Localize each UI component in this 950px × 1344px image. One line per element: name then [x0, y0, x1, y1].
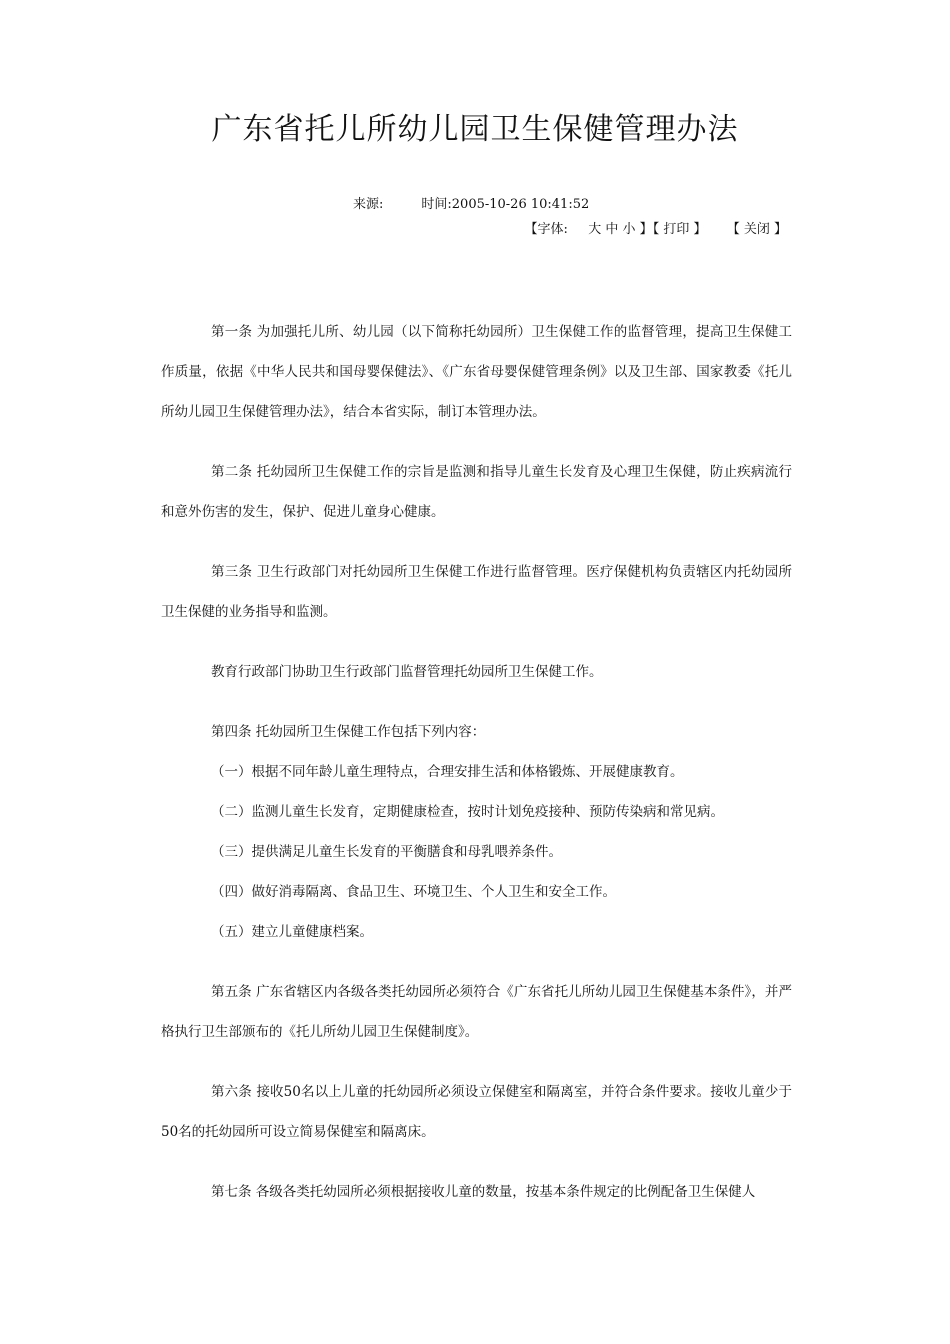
list-item: （四）做好消毒隔离、食品卫生、环境卫生、个人卫生和安全工作。	[211, 884, 616, 900]
article-toolbar	[525, 220, 787, 240]
list-item: （三）提供满足儿童生长发育的平衡膳食和母乳喂养条件。	[211, 844, 562, 860]
article-paragraph: 第六条 接收50名以上儿童的托幼园所必须设立保健室和隔离室，并符合条件要求。接收儿童少于50名的托幼园所可设立简易保健室和隔离床。	[161, 1084, 792, 1140]
font-small-link[interactable]: 小	[622, 222, 636, 237]
article-meta	[353, 195, 589, 215]
font-size-bracket: 】	[639, 222, 653, 237]
article-paragraph: 第三条 卫生行政部门对托幼园所卫生保健工作进行监督管理。医疗保健机构负责辖区内托幼园所卫生保健的业务指导和监测。	[161, 564, 792, 620]
print-link[interactable]: 【 打印 】	[652, 222, 707, 237]
source-label: 来源:	[353, 197, 384, 212]
list-item: （二）监测儿童生长发育，定期健康检查，按时计划免疫接种、预防传染病和常见病。	[211, 804, 724, 820]
article-paragraph: 第一条 为加强托儿所、幼儿园（以下简称托幼园所）卫生保健工作的监督管理，提高卫生保健工作质量，依据《中华人民共和国母婴保健法》、《广东省母婴保健管理条例》以及卫生部、国家教委《托儿所幼儿园卫生保健管理办法》，结合本省实际，制订本管理办法。	[161, 324, 792, 420]
article-paragraph: 教育行政部门协助卫生行政部门监督管理托幼园所卫生保健工作。	[211, 664, 603, 680]
article-paragraph: 第四条 托幼园所卫生保健工作包括下列内容：	[211, 724, 486, 740]
font-medium-link[interactable]: 中	[605, 222, 619, 237]
list-item: （一）根据不同年龄儿童生理特点，合理安排生活和体格锻炼、开展健康教育。	[211, 764, 684, 780]
page-title: 广东省托儿所幼儿园卫生保健管理办法	[211, 112, 739, 147]
article-paragraph: 第五条 广东省辖区内各级各类托幼园所必须符合《广东省托儿所幼儿园卫生保健基本条件》，并严格执行卫生部颁布的《托儿所幼儿园卫生保健制度》。	[161, 984, 792, 1040]
publish-time: 时间:2005-10-26 10:41:52	[421, 197, 590, 212]
article-paragraph: 第二条 托幼园所卫生保健工作的宗旨是监测和指导儿童生长发育及心理卫生保健，防止疾病流行和意外伤害的发生，保护、促进儿童身心健康。	[161, 464, 792, 520]
article-body	[161, 312, 792, 1212]
font-size-label: 【字体:	[524, 222, 568, 237]
close-link[interactable]: 【 关闭 】	[726, 222, 787, 237]
article-paragraph: 第七条 各级各类托幼园所必须根据接收儿童的数量，按基本条件规定的比例配备卫生保健人	[211, 1184, 756, 1200]
list-item: （五）建立儿童健康档案。	[211, 924, 373, 940]
font-large-link[interactable]: 大	[588, 222, 602, 237]
